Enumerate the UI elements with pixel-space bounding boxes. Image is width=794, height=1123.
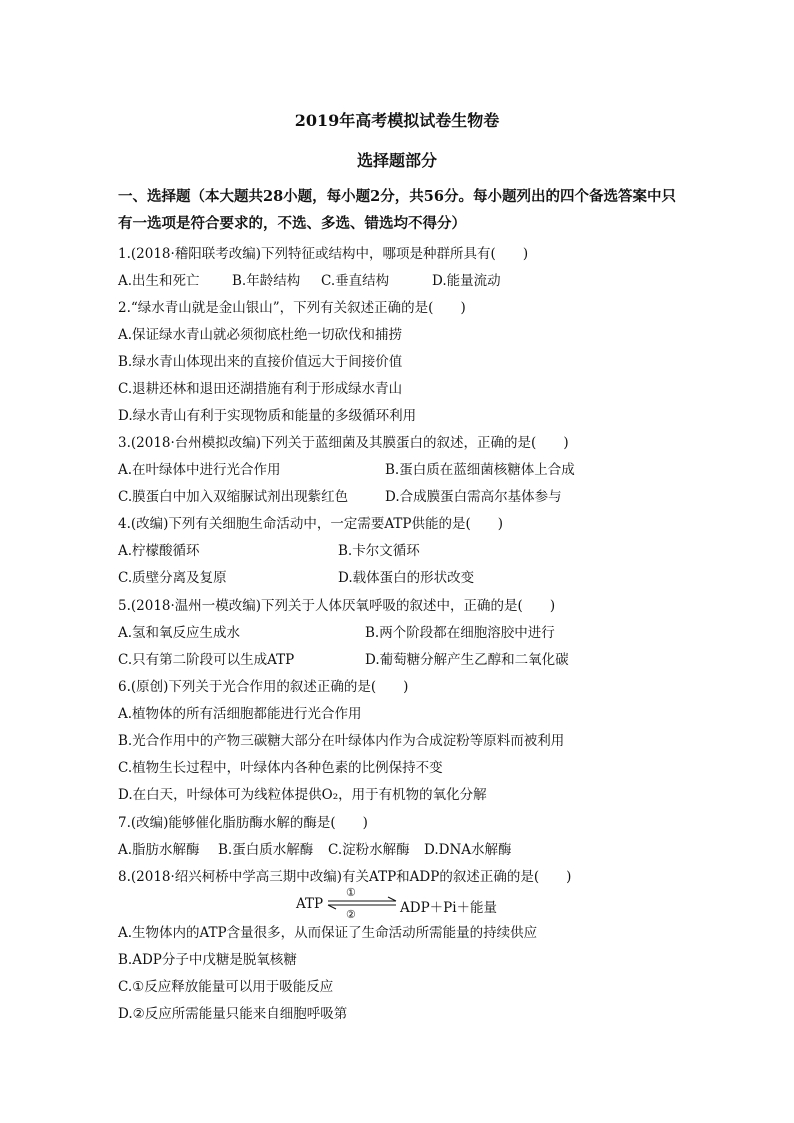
question-8-stem: 8.(2018·绍兴柯桥中学高三期中改编)有关ATP和ADP的叙述正确的是( ) xyxy=(118,869,572,885)
question-7-option-b: B.蛋白质水解酶 xyxy=(218,842,314,858)
question-3-option-c: C.膜蛋白中加入双缩脲试剂出现紫红色 xyxy=(118,489,349,505)
question-4-option-c: C.质壁分离及复原 xyxy=(118,570,227,586)
equation-left: ATP xyxy=(296,896,324,912)
question-2-option-a: A.保证绿水青山就必须彻底杜绝一切砍伐和捕捞 xyxy=(118,327,403,343)
question-6-option-a: A.植物体的所有活细胞都能进行光合作用 xyxy=(118,706,362,722)
question-1-option-b: B.年龄结构 xyxy=(232,273,301,289)
question-6-option-d: D.在白天，叶绿体可为线粒体提供O₂，用于有机物的氧化分解 xyxy=(118,787,487,803)
question-8-option-a: A.生物体内的ATP含量很多，从而保证了生命活动所需能量的持续供应 xyxy=(118,925,538,941)
question-5-option-a: A.氢和氧反应生成水 xyxy=(118,625,241,641)
question-3-option-a: A.在叶绿体中进行光合作用 xyxy=(118,462,281,478)
question-5-option-c: C.只有第二阶段可以生成ATP xyxy=(118,652,295,668)
section-heading: 一、选择题（本大题共28小题，每小题2分，共56分。每小题列出的四个备选答案中只有一选项是符合要求的，不选、多选、错选均不得分） xyxy=(118,188,676,232)
section-subtitle: 选择题部分 xyxy=(356,151,437,170)
question-6-option-b: B.光合作用中的产物三碳糖大部分在叶绿体内作为合成淀粉等原料而被利用 xyxy=(118,733,565,749)
question-7-option-d: D.DNA水解酶 xyxy=(424,842,512,858)
question-2-stem: 2.“绿水青山就是金山银山”，下列有关叙述正确的是( ) xyxy=(118,300,466,316)
equation-mark-2: ② xyxy=(346,908,356,921)
question-6-stem: 6.(原创)下列关于光合作用的叙述正确的是( ) xyxy=(118,679,409,695)
reversible-arrow-icon xyxy=(326,888,398,922)
question-1-option-c: C.垂直结构 xyxy=(321,273,390,289)
question-7-stem: 7.(改编)能够催化脂肪酶水解的酶是( ) xyxy=(118,815,368,831)
question-6-option-c: C.植物生长过程中，叶绿体内各种色素的比例保持不变 xyxy=(118,760,443,776)
question-4-option-d: D.载体蛋白的形状改变 xyxy=(338,570,475,586)
question-5-stem: 5.(2018·温州一模改编)下列关于人体厌氧呼吸的叙述中，正确的是( ) xyxy=(118,598,556,614)
question-3-option-d: D.合成膜蛋白需高尔基体参与 xyxy=(385,489,562,505)
question-1-option-a: A.出生和死亡 xyxy=(118,273,200,289)
question-7-option-a: A.脂肪水解酶 xyxy=(118,842,200,858)
question-2-option-d: D.绿水青山有利于实现物质和能量的多级循环利用 xyxy=(118,408,417,424)
question-3-stem: 3.(2018·台州模拟改编)下列关于蓝细菌及其膜蛋白的叙述，正确的是( ) xyxy=(118,435,569,451)
equation-right: ADP＋Pi＋能量 xyxy=(400,900,498,916)
question-5-option-b: B.两个阶段都在细胞溶胶中进行 xyxy=(365,625,555,641)
question-8-option-d: D.②反应所需能量只能来自细胞呼吸第 xyxy=(118,1006,348,1022)
question-1-stem: 1.(2018·稽阳联考改编)下列特征或结构中，哪项是种群所具有( ) xyxy=(118,246,529,262)
atp-adp-equation xyxy=(296,888,506,922)
question-2-option-b: B.绿水青山体现出来的直接价值远大于间接价值 xyxy=(118,354,403,370)
question-4-option-b: B.卡尔文循环 xyxy=(338,543,420,559)
question-8-option-b: B.ADP分子中戊糖是脱氧核糖 xyxy=(118,952,297,968)
question-7-option-c: C.淀粉水解酶 xyxy=(328,842,410,858)
page-title: 2019年高考模拟试卷生物卷 xyxy=(294,111,500,130)
question-2-option-c: C.退耕还林和退田还湖措施有利于形成绿水青山 xyxy=(118,381,403,397)
question-8-option-c: C.①反应释放能量可以用于吸能反应 xyxy=(118,979,334,995)
question-4-stem: 4.(改编)下列有关细胞生命活动中，一定需要ATP供能的是( ) xyxy=(118,516,504,532)
question-1-option-d: D.能量流动 xyxy=(432,273,501,289)
question-3-option-b: B.蛋白质在蓝细菌核糖体上合成 xyxy=(385,462,575,478)
equation-mark-1: ① xyxy=(346,886,356,899)
question-5-option-d: D.葡萄糖分解产生乙醇和二氧化碳 xyxy=(365,652,569,668)
question-4-option-a: A.柠檬酸循环 xyxy=(118,543,200,559)
